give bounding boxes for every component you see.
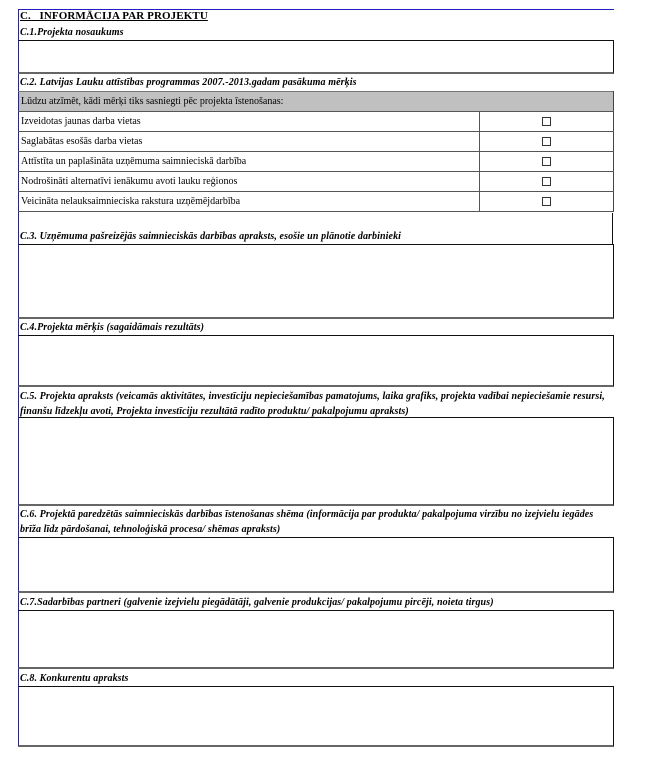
project-goal-input[interactable]: [18, 335, 614, 387]
goal-label: Izveidotas jaunas darba vietas: [19, 112, 480, 132]
partners-input[interactable]: [18, 610, 614, 669]
checkbox-icon[interactable]: [542, 157, 551, 166]
goal-label: Veicināta nelauksaimnieciska rakstura uzņēmējdarbība: [19, 192, 480, 212]
competitors-input[interactable]: [18, 686, 614, 747]
project-description-input[interactable]: [18, 417, 614, 506]
table-row: [19, 112, 614, 132]
field-label-c3: C.3. Uzņēmuma pašreizējās saimnieciskās darbības apraksts, esošie un plānotie darbinieki: [20, 231, 402, 242]
field-label-c2: C.2. Latvijas Lauku attīstības programmas 2007.-2013.gadam pasākuma mērķis: [20, 77, 357, 88]
field-label-c5: C.5. Projekta apraksts (veicamās aktivitātes, investīciju nepieciešamības pamatojums, laika grafiks, projekta vadībai nepieciešamie resursi, finanšu līdzekļu avoti, Projekta investīciju rezultātā radīto produktu/ pakalpojumu apraksts): [20, 391, 605, 417]
field-label-c6: C.6. Projektā paredzētās saimnieciskās darbības īstenošanas shēma (informācija par produkta/ pakalpojuma virzību no izejvielu iegādes brīža līdz pārdošanai, tehnoloģiskā procesa/ shēmas apraksts): [20, 509, 594, 535]
field-label-c7: C.7.Sadarbības partneri (galvenie izejvielu piegādātāji, galvenie produkcijas/ pakalpojumu pircēji, noieta tirgus): [20, 597, 494, 608]
goals-table: [18, 91, 614, 212]
checkbox-icon[interactable]: [542, 117, 551, 126]
goal-label: Attīstīta un paplašināta uzņēmuma saimnieciskā darbība: [19, 152, 480, 172]
goals-table-header: Lūdzu atzīmēt, kādi mērķi tiks sasniegti pēc projekta īstenošanas:: [19, 92, 614, 112]
goal-checkbox-cell: [480, 172, 614, 192]
goal-checkbox-cell: [480, 132, 614, 152]
goal-checkbox-cell: [480, 192, 614, 212]
goal-label: Nodrošināti alternatīvi ienākumu avoti lauku reģionos: [19, 172, 480, 192]
project-name-input[interactable]: [18, 40, 614, 74]
table-row: [19, 132, 614, 152]
goals-table-header-row: [19, 92, 614, 112]
checkbox-icon[interactable]: [542, 197, 551, 206]
checkbox-icon[interactable]: [542, 177, 551, 186]
implementation-scheme-input[interactable]: [18, 537, 614, 593]
field-label-c4: C.4.Projekta mērķis (sagaidāmais rezultāts): [20, 322, 205, 333]
table-row: [19, 172, 614, 192]
table-row: [19, 192, 614, 212]
section-title: C. INFORMĀCIJA PAR PROJEKTU: [20, 10, 208, 22]
checkbox-icon[interactable]: [542, 137, 551, 146]
field-label-c1: C.1.Projekta nosaukums: [20, 27, 124, 38]
goal-checkbox-cell: [480, 152, 614, 172]
table-row: [19, 152, 614, 172]
goal-checkbox-cell: [480, 112, 614, 132]
field-label-c8: C.8. Konkurentu apraksts: [20, 673, 129, 684]
goal-label: Saglabātas esošās darba vietas: [19, 132, 480, 152]
business-description-input[interactable]: [18, 244, 614, 319]
